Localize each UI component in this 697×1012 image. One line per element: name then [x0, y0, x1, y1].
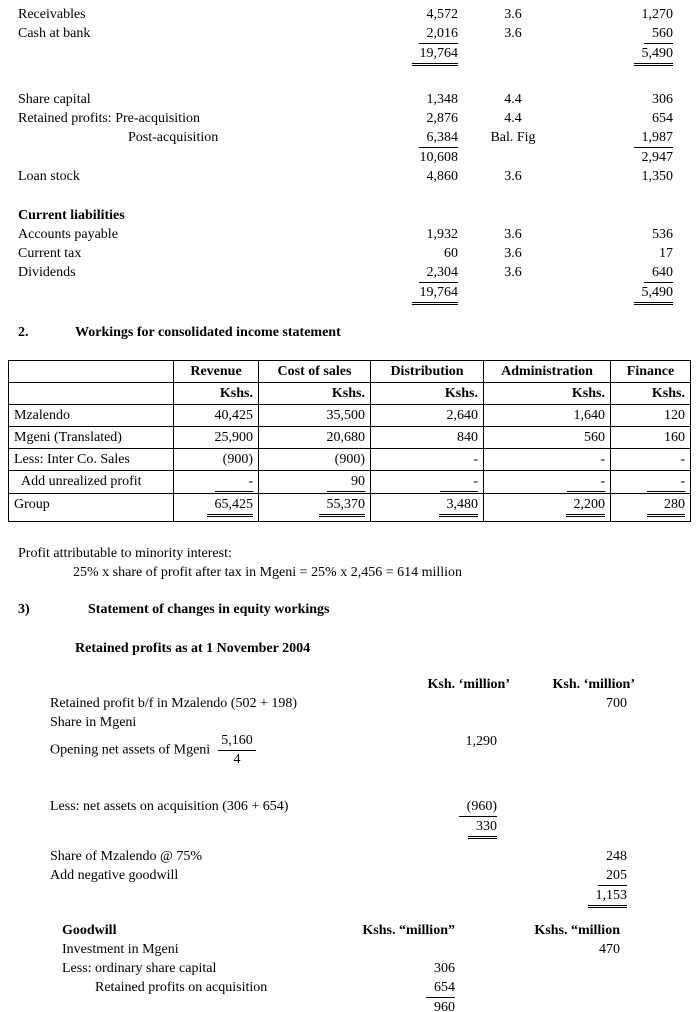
balance-row	[0, 225, 697, 244]
balance-row-label: Share capital	[18, 92, 91, 107]
equity-row	[0, 797, 697, 817]
income-value: -	[680, 452, 685, 467]
income-row-label: Mgeni (Translated)	[9, 427, 174, 449]
income-value-cell	[371, 494, 484, 522]
balance-row-label: Cash at bank	[18, 26, 91, 41]
income-value: -	[647, 472, 685, 492]
goodwill-row-label: Retained profits on acquisition	[95, 980, 268, 995]
translation-rate	[458, 44, 568, 66]
equity-col2-value: 248	[606, 849, 627, 864]
amount-translated-value: 1,350	[641, 169, 673, 184]
equity-col2-cell	[497, 732, 627, 751]
income-value: 560	[584, 430, 605, 445]
equity-label-text: Opening net assets of Mgeni	[50, 742, 211, 758]
income-unit-header: Kshs.	[174, 383, 259, 405]
balance-row-label: Current tax	[18, 246, 82, 261]
income-value: (900)	[334, 452, 365, 467]
equity-row-label	[0, 713, 390, 732]
amount-kshs-cell	[350, 167, 458, 186]
amount-translated-value: 536	[652, 227, 673, 242]
section2-title: Workings for consolidated income statement	[75, 325, 341, 340]
balance-row	[0, 109, 697, 128]
translation-rate: 3.6	[504, 26, 522, 41]
translation-rate	[458, 283, 568, 305]
amount-translated-cell	[568, 244, 673, 263]
amount-kshs-value: 4,860	[426, 169, 458, 184]
equity-row-label	[0, 797, 390, 816]
income-unit-header: Kshs.	[484, 383, 611, 405]
equity-col2-value: 205	[598, 866, 627, 886]
income-value: -	[215, 472, 253, 492]
goodwill-col1-cell	[330, 998, 455, 1012]
goodwill-working-section	[0, 921, 697, 1012]
section3-number: 3)	[18, 602, 30, 617]
income-value: 160	[664, 430, 685, 445]
equity-row	[0, 732, 697, 769]
fraction-numerator: 5,160	[218, 732, 256, 751]
income-value-cell	[259, 449, 371, 471]
amount-kshs-cell	[350, 263, 458, 283]
equity-col1-cell	[390, 886, 497, 905]
income-value-cell	[484, 471, 611, 494]
goodwill-row-label: Investment in Mgeni	[62, 942, 179, 957]
amount-translated-value: 560	[644, 24, 673, 44]
income-column-header: Distribution	[371, 361, 484, 383]
equity-row	[0, 817, 697, 839]
amount-kshs-cell	[350, 244, 458, 263]
amount-translated-cell	[568, 167, 673, 186]
balance-row	[0, 90, 697, 109]
balance-row	[0, 263, 697, 283]
amount-translated-cell	[568, 24, 673, 44]
amount-kshs-cell	[350, 44, 458, 66]
income-value-cell	[259, 427, 371, 449]
equity-col1-value: 1,290	[465, 734, 497, 749]
amount-translated-value: 17	[659, 246, 673, 261]
goodwill-col1-header: Kshs. “million”	[362, 923, 455, 938]
income-column-header: Finance	[611, 361, 691, 383]
equity-row-label	[0, 694, 390, 713]
equity-col2-value: 700	[606, 696, 627, 711]
goodwill-header-row	[0, 921, 697, 940]
amount-kshs-cell	[350, 5, 458, 24]
amount-translated-value: 640	[644, 263, 673, 283]
translation-rate	[458, 206, 568, 225]
translation-rate: 3.6	[504, 265, 522, 280]
goodwill-col2-header: Kshs. “million	[534, 923, 620, 938]
equity-col2-cell	[497, 886, 627, 908]
income-value: 120	[664, 408, 685, 423]
equity-label-text: Less: net assets on acquisition (306 + 654)	[50, 799, 289, 814]
balance-row-label: Current liabilities	[18, 208, 125, 223]
income-column-header: Administration	[484, 361, 611, 383]
translation-rate	[458, 148, 568, 167]
equity-row	[0, 694, 697, 713]
income-column-header: Revenue	[174, 361, 259, 383]
goodwill-col2-cell	[455, 998, 620, 1012]
goodwill-col2-cell	[455, 978, 620, 998]
goodwill-row	[0, 998, 697, 1012]
balance-row	[0, 44, 697, 66]
income-row-label: Less: Inter Co. Sales	[9, 449, 174, 471]
amount-translated-cell	[568, 109, 673, 128]
goodwill-col2-value: 470	[599, 942, 620, 957]
balance-row	[0, 24, 697, 44]
section2-heading	[18, 323, 697, 342]
balance-row	[0, 5, 697, 24]
amount-translated-value: 1,270	[641, 7, 673, 22]
income-value-cell	[259, 405, 371, 427]
amount-translated-value: 5,490	[634, 44, 674, 66]
income-value: 25,900	[214, 430, 253, 445]
income-value: 2,640	[446, 408, 478, 423]
amount-kshs-cell	[350, 225, 458, 244]
amount-translated-value: 654	[652, 111, 673, 126]
income-value: 55,370	[319, 495, 366, 517]
section2-number: 2.	[18, 325, 29, 340]
goodwill-row	[0, 959, 697, 978]
section3-title: Statement of changes in equity workings	[88, 602, 330, 617]
income-value-cell	[174, 471, 259, 494]
income-value: 2,200	[566, 495, 606, 517]
amount-kshs-value: 1,932	[426, 227, 458, 242]
equity-col1-cell	[390, 797, 497, 817]
balance-row	[0, 128, 697, 148]
income-value-cell	[611, 427, 691, 449]
income-value: -	[600, 452, 605, 467]
amount-kshs-cell	[350, 148, 458, 167]
balance-row-label: Retained profits: Pre-acquisition	[18, 111, 200, 126]
translation-rate: 3.6	[504, 227, 522, 242]
income-value: 65,425	[207, 495, 254, 517]
equity-col2-cell	[497, 817, 627, 836]
amount-kshs-cell	[350, 109, 458, 128]
equity-col1-cell	[390, 713, 497, 732]
balance-row-label	[0, 283, 350, 305]
goodwill-row-label: Less: ordinary share capital	[62, 961, 217, 976]
amount-translated-cell	[568, 263, 673, 283]
equity-col2-cell	[497, 847, 627, 866]
income-unit-header: Kshs.	[371, 383, 484, 405]
amount-translated-value: 1,987	[634, 128, 674, 148]
income-row-label: Group	[9, 494, 174, 522]
balance-row-label: Accounts payable	[18, 227, 118, 242]
balance-row	[0, 148, 697, 167]
equity-label-text: Retained profit b/f in Mzalendo (502 + 198)	[50, 696, 298, 711]
balance-row	[0, 244, 697, 263]
equity-row-label	[0, 866, 390, 885]
amount-kshs-value: 10,608	[419, 150, 458, 165]
amount-translated-cell	[568, 148, 673, 167]
income-unit-header: Kshs.	[259, 383, 371, 405]
income-value-cell	[371, 471, 484, 494]
equity-col1-header: Ksh. ‘million’	[427, 677, 510, 692]
income-value-cell	[259, 494, 371, 522]
goodwill-col1-value: 306	[434, 961, 455, 976]
minority-interest-note	[18, 544, 697, 582]
amount-kshs-value: 1,348	[426, 92, 458, 107]
income-header-row	[9, 361, 691, 383]
goodwill-col1-value: 960	[426, 998, 455, 1012]
income-value-cell	[371, 427, 484, 449]
equity-col2-cell	[497, 713, 627, 732]
translation-rate: Bal. Fig	[490, 130, 536, 145]
balance-row-label: Dividends	[18, 265, 76, 280]
income-value-cell	[174, 405, 259, 427]
income-table-row	[9, 427, 691, 449]
equity-col2-cell	[497, 694, 627, 713]
goodwill-col1-cell	[330, 978, 455, 998]
translation-rate: 3.6	[504, 246, 522, 261]
goodwill-col2-cell	[455, 940, 620, 959]
amount-translated-cell	[568, 128, 673, 148]
income-value: -	[440, 472, 478, 492]
income-row-label: Add unrealized profit	[9, 471, 174, 494]
income-value-cell	[611, 494, 691, 522]
equity-col2-value: 1,153	[588, 886, 628, 908]
income-value: 90	[327, 472, 365, 492]
balance-row-label: Post-acquisition	[128, 130, 219, 145]
amount-kshs-cell	[350, 90, 458, 109]
amount-kshs-value: 19,764	[412, 283, 459, 305]
income-value-cell	[174, 427, 259, 449]
amount-translated-cell	[568, 283, 673, 305]
equity-row-label	[0, 847, 390, 866]
income-table-row	[9, 471, 691, 494]
goodwill-row-label	[0, 998, 330, 1012]
goodwill-rows	[0, 940, 697, 1012]
balance-sheet-working-section	[0, 0, 697, 305]
equity-col1-value: 330	[468, 817, 497, 839]
income-value-cell	[484, 405, 611, 427]
income-value: 35,500	[326, 408, 365, 423]
equity-col1-cell	[390, 866, 497, 885]
amount-kshs-value: 6,384	[419, 128, 459, 148]
balance-row	[0, 206, 697, 225]
amount-translated-cell	[568, 44, 673, 66]
equity-row	[0, 847, 697, 866]
income-value-cell	[371, 405, 484, 427]
amount-translated-cell	[568, 225, 673, 244]
amount-kshs-cell	[350, 128, 458, 148]
amount-kshs-cell	[350, 283, 458, 305]
balance-row-label	[0, 44, 350, 66]
income-value: 1,640	[573, 408, 605, 423]
income-table-row	[9, 494, 691, 522]
income-column-header: Cost of sales	[259, 361, 371, 383]
goodwill-title: Goodwill	[62, 923, 117, 938]
amount-kshs-cell	[350, 206, 458, 225]
balance-row-label: Loan stock	[18, 169, 80, 184]
balance-row	[0, 167, 697, 186]
balance-row	[0, 283, 697, 305]
income-value-cell	[174, 494, 259, 522]
income-value: (900)	[222, 452, 253, 467]
amount-translated-value: 5,490	[634, 283, 674, 305]
goodwill-col2-cell	[455, 959, 620, 978]
income-value: -	[567, 472, 605, 492]
income-table-head	[9, 361, 691, 405]
fraction-denominator: 4	[233, 752, 241, 767]
equity-col1-value: (960)	[459, 797, 497, 817]
income-value: -	[473, 452, 478, 467]
consolidated-income-table	[8, 360, 691, 522]
income-value: 280	[647, 495, 685, 517]
amount-translated-cell	[568, 5, 673, 24]
goodwill-row	[0, 978, 697, 998]
income-unit-row	[9, 383, 691, 405]
amount-translated-value: 2,947	[641, 150, 673, 165]
income-unit-header	[9, 383, 174, 405]
amount-translated-value: 306	[652, 92, 673, 107]
income-table-row	[9, 449, 691, 471]
translation-rate: 3.6	[504, 169, 522, 184]
income-value-cell	[484, 427, 611, 449]
amount-kshs-value: 2,304	[419, 263, 459, 283]
equity-label-text: Share of Mzalendo @ 75%	[50, 849, 203, 864]
equity-row	[0, 886, 697, 908]
equity-label-text: Add negative goodwill	[50, 868, 179, 883]
income-value-cell	[174, 449, 259, 471]
income-row-label: Mzalendo	[9, 405, 174, 427]
equity-row-label	[0, 732, 390, 769]
equity-column-headers	[0, 675, 697, 694]
amount-translated-cell	[568, 90, 673, 109]
equity-row	[0, 866, 697, 886]
income-table-body	[9, 405, 691, 522]
amount-kshs-value: 19,764	[412, 44, 459, 66]
balance-row-label: Receivables	[18, 7, 86, 22]
balance-row-label	[0, 148, 350, 167]
goodwill-col1-cell	[330, 959, 455, 978]
equity-col1-cell	[390, 732, 497, 751]
equity-col1-cell	[390, 817, 497, 839]
income-value: 3,480	[439, 495, 479, 517]
minority-note-line2: 25% x share of profit after tax in Mgeni = 25% x 2,456 = 614 million	[73, 565, 463, 580]
amount-translated-cell	[568, 206, 673, 225]
fraction	[218, 732, 256, 769]
section3-heading	[18, 600, 697, 619]
equity-col1-cell	[390, 847, 497, 866]
income-value: 840	[457, 430, 478, 445]
income-value-cell	[611, 471, 691, 494]
section3-subtitle: Retained profits as at 1 November 2004	[75, 641, 311, 656]
translation-rate: 3.6	[504, 7, 522, 22]
goodwill-col1-value: 654	[426, 978, 455, 998]
income-column-header	[9, 361, 174, 383]
income-value-cell	[484, 449, 611, 471]
income-value: 20,680	[326, 430, 365, 445]
income-value: 40,425	[214, 408, 253, 423]
income-value-cell	[371, 449, 484, 471]
amount-kshs-value: 2,876	[426, 111, 458, 126]
amount-kshs-value: 2,016	[419, 24, 459, 44]
income-value-cell	[611, 449, 691, 471]
equity-col2-cell	[497, 866, 627, 886]
goodwill-row	[0, 940, 697, 959]
amount-kshs-value: 4,572	[426, 7, 458, 22]
translation-rate: 4.4	[504, 92, 522, 107]
equity-label-text: Share in Mgeni	[50, 715, 137, 730]
amount-kshs-cell	[350, 24, 458, 44]
income-table-row	[9, 405, 691, 427]
minority-note-line1: Profit attributable to minority interest:	[18, 546, 232, 561]
equity-col1-cell	[390, 694, 497, 713]
income-value-cell	[259, 471, 371, 494]
translation-rate: 4.4	[504, 111, 522, 126]
equity-workings-rows	[0, 694, 697, 908]
income-value-cell	[611, 405, 691, 427]
equity-row	[0, 713, 697, 732]
income-value-cell	[484, 494, 611, 522]
goodwill-col1-cell	[330, 940, 455, 959]
income-unit-header: Kshs.	[611, 383, 691, 405]
equity-col2-header: Ksh. ‘million’	[552, 677, 635, 692]
amount-kshs-value: 60	[444, 246, 458, 261]
equity-col2-cell	[497, 797, 627, 816]
